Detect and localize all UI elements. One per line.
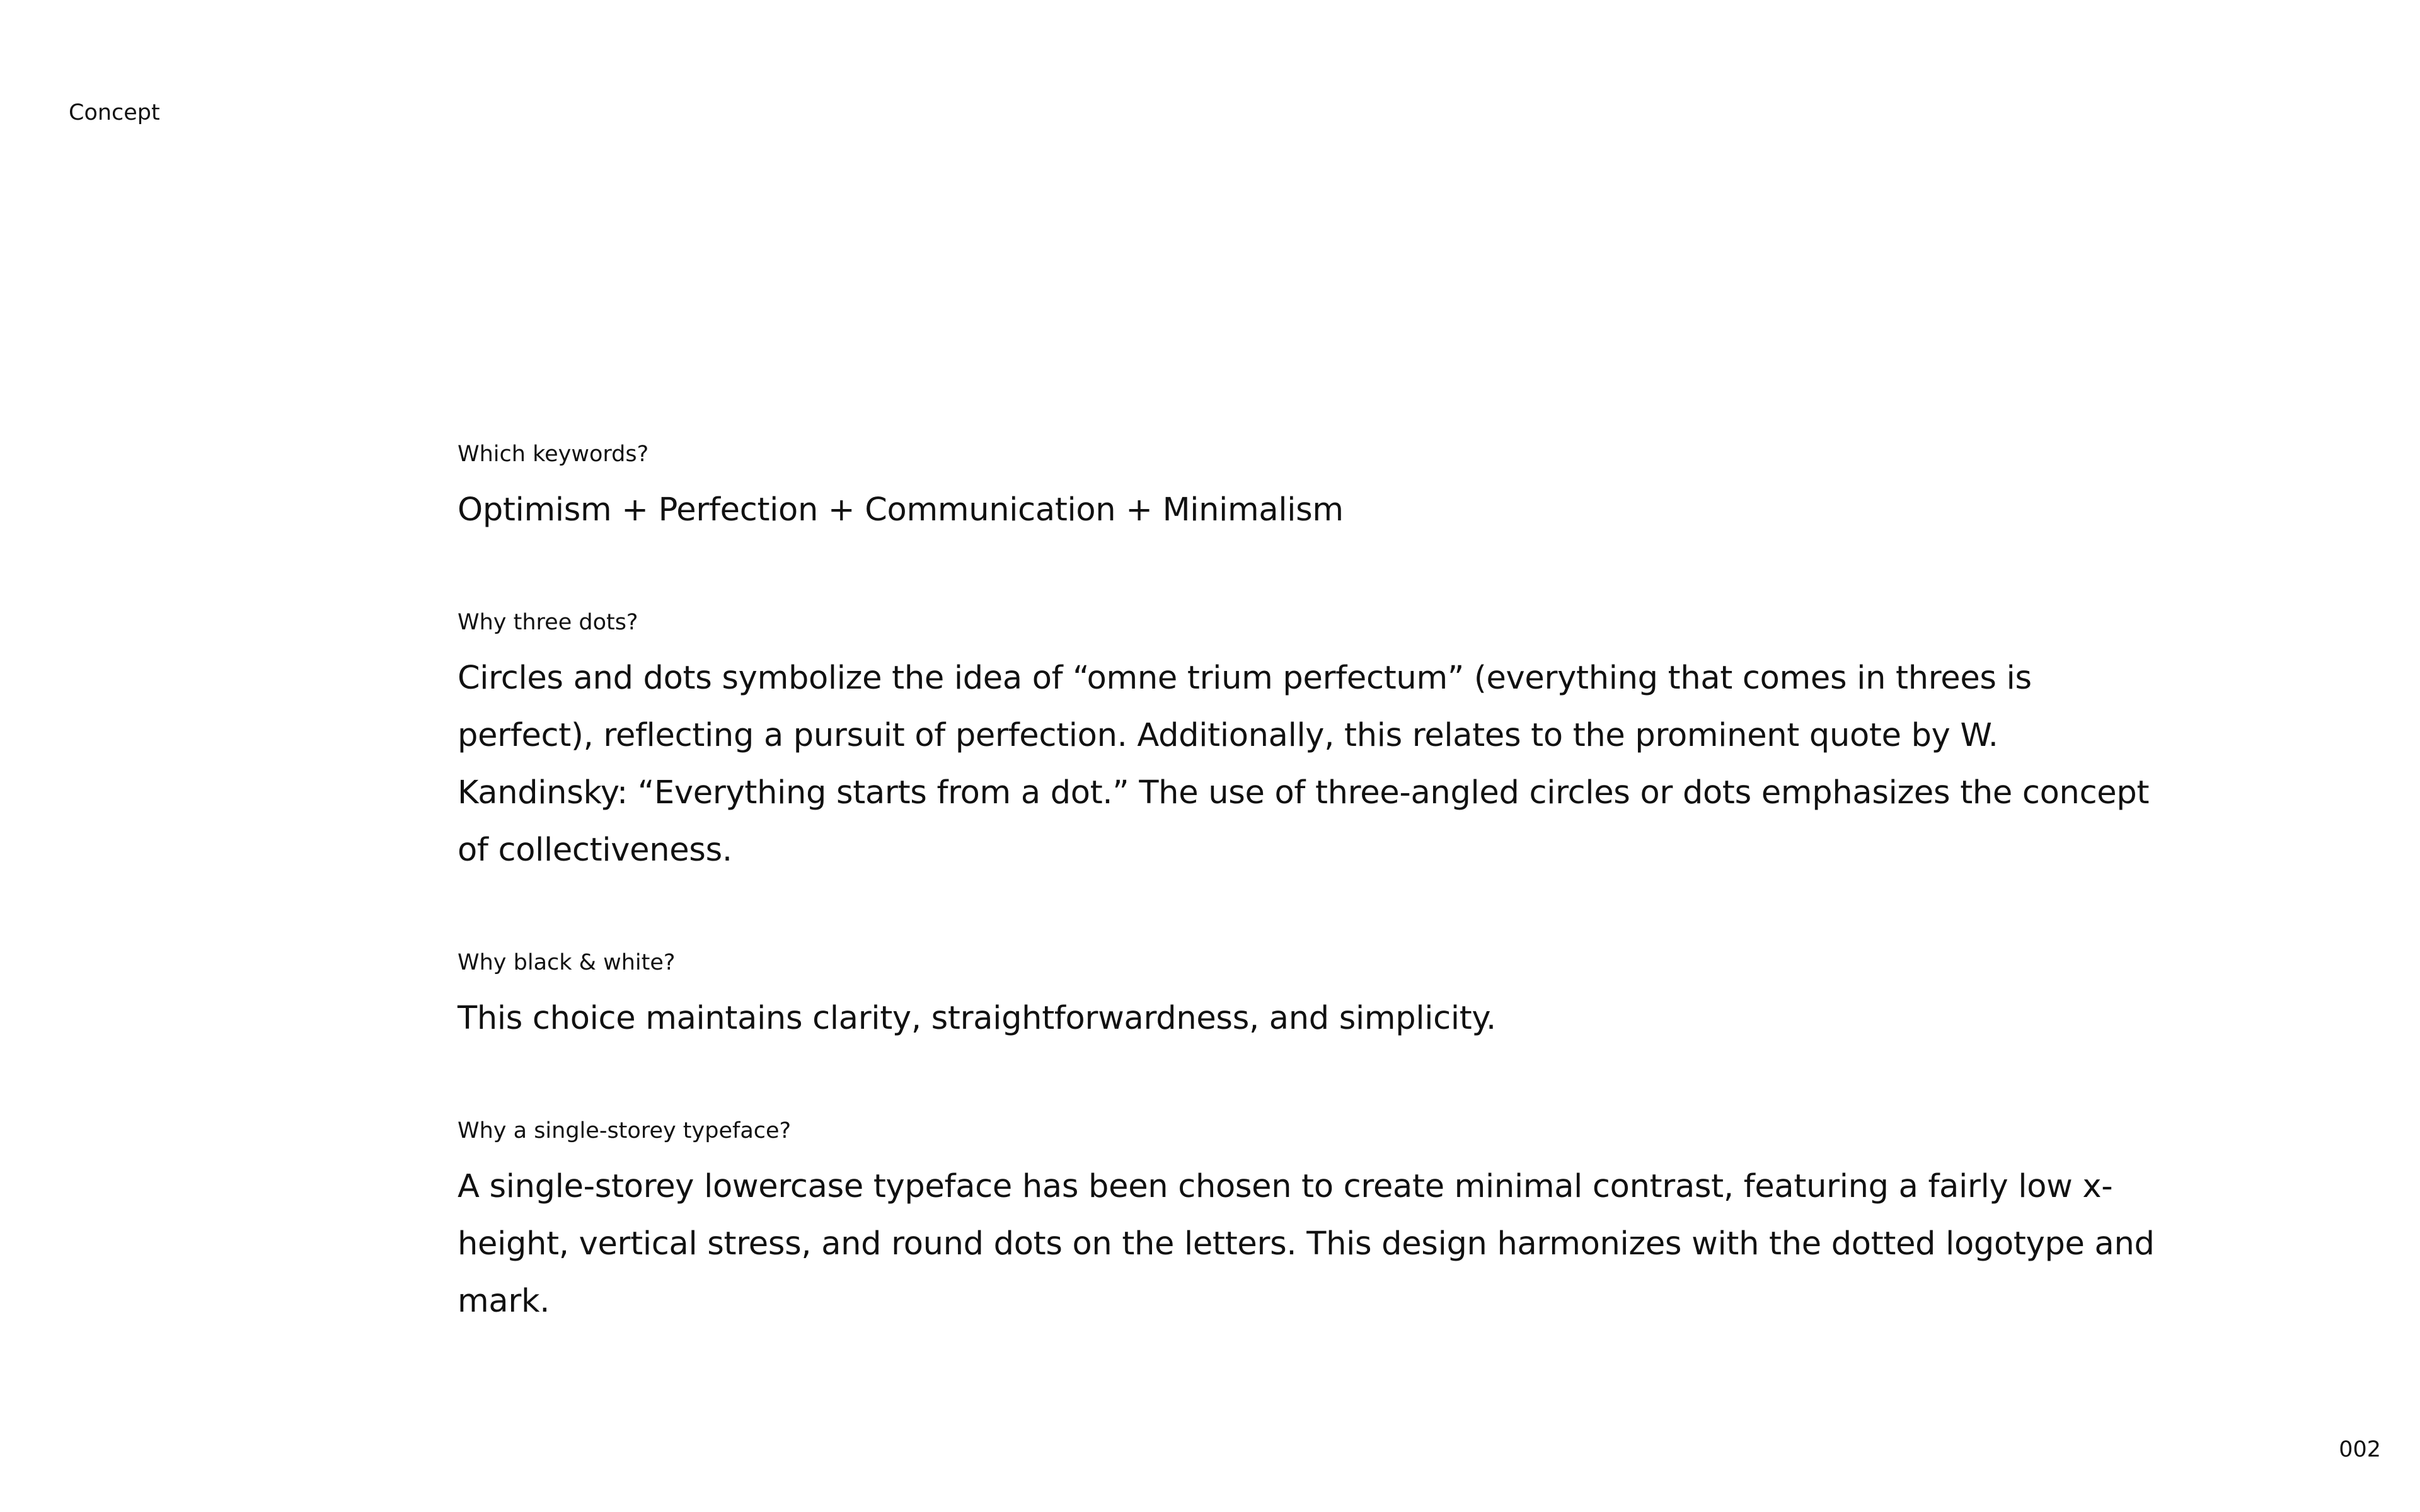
page-number: 002 [2339,1437,2381,1462]
answer-keywords: Optimism + Perfection + Communication + Minimalism [458,491,1344,529]
answer-typeface: A single-storey lowercase typeface has been chosen to create minimal contrast, featuring a fairly low x-height, vertical stress, and round dots on the letters. This design harmonizes with the dotted logotype and mark. [458,1168,2155,1320]
concept-content [458,441,2159,1330]
qa-keywords [458,441,2159,539]
qa-three-dots [458,609,2159,879]
question-black-white: Why black & white? [458,950,676,975]
answer-black-white: This choice maintains clarity, straightforwardness, and simplicity. [458,1000,1496,1037]
question-three-dots: Why three dots? [458,610,638,635]
question-typeface: Why a single-storey typeface? [458,1118,792,1143]
qa-typeface [458,1118,2159,1330]
section-label: Concept [69,100,160,125]
question-keywords: Which keywords? [458,442,649,467]
answer-three-dots: Circles and dots symbolize the idea of “omne trium perfectum” (everything that comes in threes is perfect), reflecting a pursuit of perfection. Additionally, this relates to the prominent quote by W. Kandinsky: “Everything starts from a dot.” The use of three-angled circles or dots emphasizes the concept of collectiveness. [458,660,2150,869]
qa-black-white [458,949,2159,1047]
